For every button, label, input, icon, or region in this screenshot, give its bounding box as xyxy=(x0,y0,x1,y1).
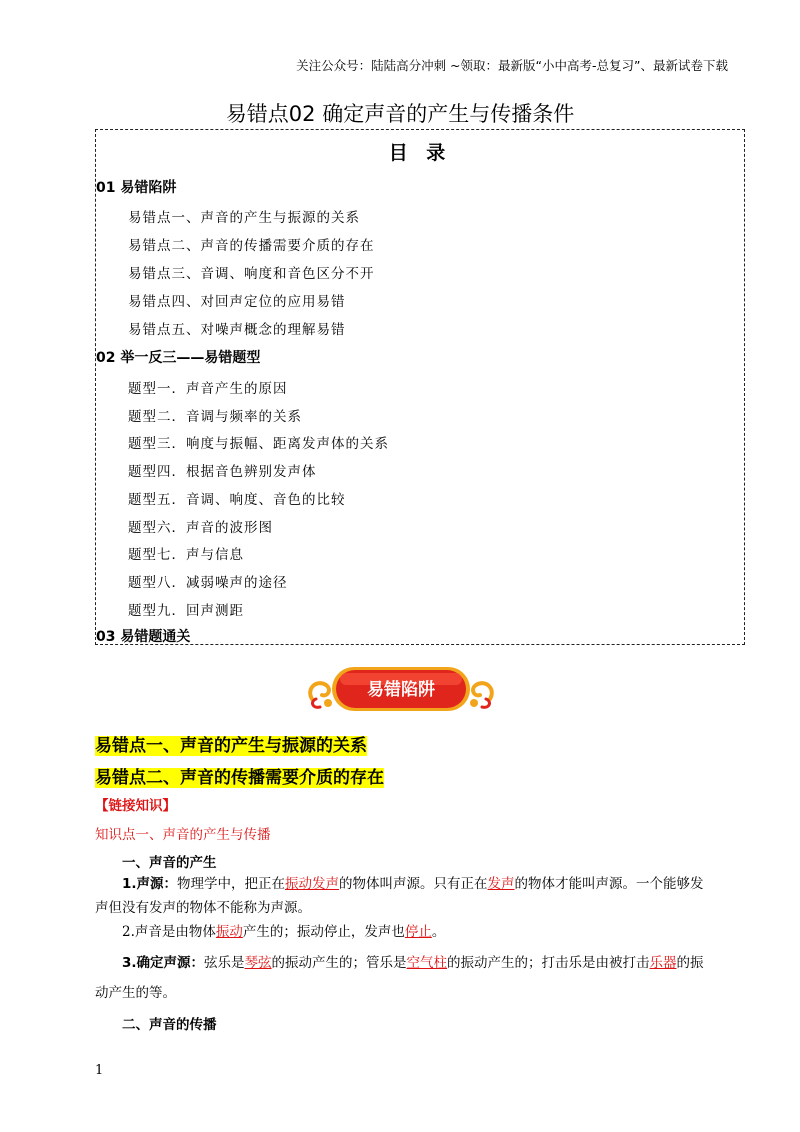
toc-item: 易错点四、对回声定位的应用易错 xyxy=(128,294,346,310)
subheading-production: 一、声音的产生 xyxy=(122,855,217,871)
paragraph-determine-source: 3.确定声源：弦乐是琴弦的振动产生的；管乐是空气柱的振动产生的；打击乐是由被打击乐器的振动产生的等。 xyxy=(95,955,704,1001)
toc-item: 题型二．音调与频率的关系 xyxy=(128,409,302,425)
toc-item: 题型八．减弱噪声的途径 xyxy=(128,575,288,591)
knowledge-point-title: 知识点一、声音的产生与传播 xyxy=(95,827,271,843)
link-knowledge-label: 【链接知识】 xyxy=(95,798,176,814)
highlight-heading-1 xyxy=(95,731,367,756)
highlight-heading-2 xyxy=(95,763,384,788)
subheading-propagation: 二、声音的传播 xyxy=(122,1017,217,1033)
paragraph-vibration: 2.声音是由物体振动产生的；振动停止，发声也停止。 xyxy=(122,924,446,940)
page-number: 1 xyxy=(95,1063,104,1078)
toc-item: 题型四．根据音色辨别发声体 xyxy=(128,464,317,480)
answer-blank: 乐器 xyxy=(649,955,677,971)
highlight-text: 易错点一、声音的产生与振源的关系 xyxy=(95,736,367,756)
toc-item: 易错点二、声音的传播需要介质的存在 xyxy=(128,238,375,254)
answer-blank: 琴弦 xyxy=(244,955,272,971)
toc-item: 易错点一、声音的产生与振源的关系 xyxy=(128,210,360,226)
toc-item: 易错点三、音调、响度和音色区分不开 xyxy=(128,266,375,282)
toc-item: 题型七．声与信息 xyxy=(128,547,244,563)
document-title: 易错点02 确定声音的产生与传播条件 xyxy=(225,102,575,126)
toc-heading: 目 录 xyxy=(388,142,452,164)
toc-item: 易错点五、对噪声概念的理解易错 xyxy=(128,322,346,338)
paragraph-sound-source: 1.声源：物理学中，把正在振动发声的物体叫声源。只有正在发声的物体才能叫声源。一个能够发声但没有发声的物体不能称为声源。 xyxy=(95,876,704,916)
toc-item: 题型九．回声测距 xyxy=(128,603,244,619)
answer-blank: 发声 xyxy=(487,876,515,892)
highlight-text: 易错点二、声音的传播需要介质的存在 xyxy=(95,768,384,788)
answer-blank: 停止 xyxy=(404,924,432,940)
answer-blank: 振动 xyxy=(215,924,243,940)
toc-section-2: 02 举一反三——易错题型 xyxy=(96,350,261,366)
answer-blank: 振动发声 xyxy=(285,876,340,892)
toc-item: 题型五．音调、响度、音色的比较 xyxy=(128,492,346,508)
answer-blank: 空气柱 xyxy=(406,955,448,971)
toc-item: 题型三．响度与振幅、距离发声体的关系 xyxy=(128,436,389,452)
section-banner xyxy=(306,659,496,721)
banner-label: 易错陷阱 xyxy=(367,680,435,700)
header-note: 关注公众号：陆陆高分冲刺 ~领取：最新版“小中高考-总复习”、最新试卷下载 xyxy=(296,58,728,73)
toc-section-1: 01 易错陷阱 xyxy=(96,180,177,196)
toc-item: 题型六．声音的波形图 xyxy=(128,520,273,536)
toc-item: 题型一．声音产生的原因 xyxy=(128,381,288,397)
toc-section-3: 03 易错题通关 xyxy=(96,629,191,645)
